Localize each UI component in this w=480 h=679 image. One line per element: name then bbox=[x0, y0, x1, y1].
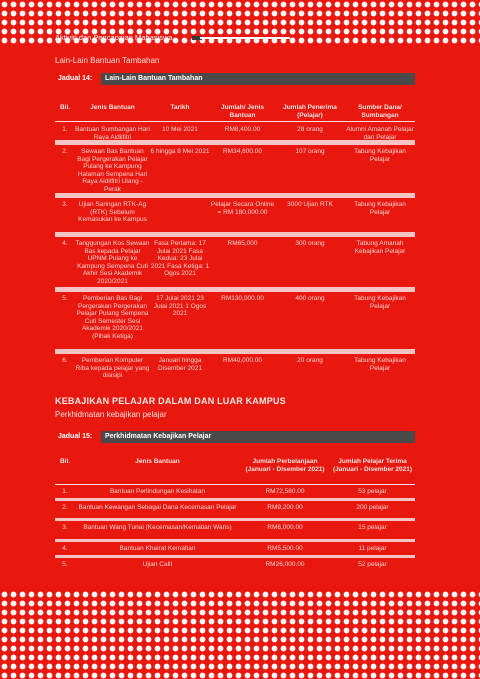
table-14-row4-jenis: Tanggungan Kos Sewaan Bas kepada Pelajar UPNM Pulang ke Kampung Sempena Cuti Akhir Sesi Akademik 2020/2021 bbox=[75, 240, 150, 285]
table-15-row3-jenis: Bantuan Wang Tunai (Kecemasan/Kematian Waris) bbox=[83, 524, 232, 531]
header-rule bbox=[200, 37, 290, 39]
table-15-label: Jadual 15: bbox=[55, 431, 101, 443]
table-14-row5-bil: 5. bbox=[62, 295, 68, 302]
table-14-row6-tarikh: Januari hingga Disember 2021 bbox=[157, 357, 203, 372]
table-14-row3-jenis: Ujian Saringan RTK-Ag (RTK) Sebelum Kemasukan ke Kampus bbox=[78, 201, 147, 223]
table-15-row4-pelajar: 11 pelajar bbox=[358, 545, 387, 552]
table-14-row2-bil: 2. bbox=[62, 148, 68, 155]
table-14-row6-sumber: Tabung Kebajikan Pelajar bbox=[354, 357, 406, 372]
table-15-row2-jenis: Bantuan Kewangan Sebagai Dana Kecemasan Pelajar bbox=[78, 504, 237, 511]
table-14-row3-sumber: Tabung Kebajikan Pelajar bbox=[354, 201, 406, 216]
table-14-row3-jumlah: Pelajar Secara Online = RM 180,000.00 bbox=[210, 201, 275, 216]
table-14-col-jenis: Jenis Bantuan bbox=[90, 104, 135, 111]
table-14-row5-sumber: Tabung Kebajikan Pelajar bbox=[354, 295, 406, 310]
table-14-row1-jumlah: RM8,400.00 bbox=[224, 126, 261, 133]
table-14-col-jumlah: Jumlah/ Jenis Bantuan bbox=[221, 104, 264, 119]
table-14-row5-tarikh: 17 Julai 2021 23 Julai 2021 1 Ogos 2021 bbox=[153, 295, 207, 317]
table-15-row3-jumlah: RM6,000.00 bbox=[267, 524, 303, 531]
table-14-caption-bar bbox=[55, 73, 415, 85]
table-15-row4-bil: 4. bbox=[62, 545, 68, 552]
table-15-row2-pelajar: 200 pelajar bbox=[356, 504, 389, 511]
table-14-row3-bil: 3. bbox=[62, 201, 68, 208]
table-15-col-pelajar: Jumlah Pelajar Terima (Januari - Disember 2021) bbox=[332, 458, 413, 473]
table-14-row6-jumlah: RM40,000.00 bbox=[222, 357, 263, 364]
table-14-label: Jadual 14: bbox=[55, 73, 101, 85]
table-15-title: Perkhidmatan Kebajikan Pelajar bbox=[105, 433, 212, 440]
table-14-row4-penerima: 300 orang bbox=[295, 240, 325, 247]
section-subheading: Perkhidmatan kebajikan pelajar bbox=[55, 410, 167, 419]
section-heading: KEBAJIKAN PELAJAR DALAM DAN LUAR KAMPUS bbox=[55, 396, 286, 406]
table-14-row1-bil: 1. bbox=[62, 126, 68, 133]
table-15-row2-bil: 2. bbox=[62, 504, 68, 511]
table-14-row2-jenis: Sewaan Bas Bantuan Bagi Pergerakan Pelajar Pulang ke Kampung Halaman Sempena Hari Raya Aidilfitri Ulang - Perak bbox=[77, 148, 148, 192]
table-15-row1-jenis: Bantuan Perlindungan Kesihatan bbox=[109, 488, 206, 495]
row-divider-band bbox=[55, 349, 415, 354]
table-15-row5-jenis: Ujian Calit bbox=[142, 561, 173, 568]
table-15-col-bil: Bil. bbox=[59, 458, 71, 465]
section-subtitle: Lain-Lain Bantuan Tambahan bbox=[55, 56, 160, 65]
table-15-row4-jenis: Bantuan Khairat Kematian bbox=[119, 545, 196, 552]
row-divider-band bbox=[55, 287, 415, 292]
table-14-row1-penerima: 28 orang bbox=[297, 126, 323, 133]
table-15-row2-jumlah: RM9,200.00 bbox=[267, 504, 303, 511]
table-15-caption-bar bbox=[55, 431, 415, 443]
row-divider-band bbox=[55, 518, 415, 521]
table-14-row2-tarikh: 6 hingga 8 Mei 2021 bbox=[150, 148, 210, 155]
table-14-row6-jenis: Pemberian Komputer Riba kepada pelajar yang disisipi bbox=[75, 357, 150, 379]
table-15-row1-jumlah: RM72,580.00 bbox=[265, 488, 305, 495]
table-14-row2-jumlah: RM34,600.00 bbox=[222, 148, 263, 155]
table-14-row1-tarikh: 10 Mei 2021 bbox=[162, 126, 198, 133]
table-14-row5-jumlah: RM130,000.00 bbox=[221, 295, 264, 302]
row-divider-band bbox=[55, 555, 415, 558]
table-14-row1-sumber: Alumni Amanah Pelajar dan Pelajar bbox=[346, 126, 414, 140]
table-14-col-tarikh: Tarikh bbox=[170, 104, 190, 111]
decorative-dot-pattern-bottom bbox=[0, 590, 480, 679]
table-15-row4-jumlah: RM5,500.00 bbox=[267, 545, 303, 552]
table-14-row4-bil: 4. bbox=[62, 240, 68, 247]
table-14-row3-penerima: 3000 Ujian RTK bbox=[287, 201, 333, 208]
table-14-header-rule bbox=[55, 121, 415, 122]
table-15-col-jenis: Jenis Bantuan bbox=[135, 458, 180, 465]
running-header: Aktiviti dan Pencapaian Mahasiswa bbox=[55, 33, 173, 42]
table-14-row6-bil: 6. bbox=[62, 357, 68, 364]
row-divider-band bbox=[55, 140, 415, 145]
table-15-row5-pelajar: 52 pelajar bbox=[358, 561, 387, 568]
table-15-header-rule bbox=[55, 484, 415, 485]
table-14-row2-sumber: Tabung Kebajikan Pelajar bbox=[354, 148, 406, 163]
table-14-col-bil: Bil. bbox=[59, 104, 71, 111]
table-14-col-penerima: Jumlah Penerima (Pelajar) bbox=[283, 104, 337, 119]
table-14-row4-jumlah: RM65,000 bbox=[227, 240, 258, 247]
table-15-col-jumlah: Jumlah Perbelanjaan (Januari - Disember 2021) bbox=[245, 458, 325, 473]
table-14-row2-penerima: 107 orang bbox=[295, 148, 325, 155]
row-divider-band bbox=[55, 193, 415, 198]
table-14-title: Lain-Lain Bantuan Tambahan bbox=[105, 75, 203, 82]
table-14-row4-tarikh: Fasa Pertama: 17 Julai 2021 Fasa Kedua: 23 Julai 2021 Fasa Ketiga: 1 Ogos 2021 bbox=[150, 240, 210, 277]
table-14-row5-jenis: Pemberian Bas Bagi Pergerakan Pergerakan Pelajar Pulang Sempena Cuti Semester Sesi Akademik 2020/2021 (Pihak Ketiga) bbox=[76, 295, 149, 340]
table-15-row5-jumlah: RM26,000.00 bbox=[265, 561, 305, 568]
table-14-row5-penerima: 400 orang bbox=[295, 295, 325, 302]
table-15-row5-bil: 5. bbox=[62, 561, 68, 568]
table-15-row1-bil: 1. bbox=[62, 488, 68, 495]
table-14-row6-penerima: 20 orang bbox=[297, 357, 323, 364]
table-14-row1-jenis: Bantuan Sumbangan Hari Raya Aidilfitri bbox=[75, 126, 150, 141]
table-15-row1-pelajar: 53 pelajar bbox=[358, 488, 387, 495]
row-divider-band bbox=[55, 539, 415, 542]
table-14-row4-sumber: Tabung Amanah Kebajikan Pelajar bbox=[354, 240, 406, 255]
row-divider-band bbox=[55, 498, 415, 501]
table-14-col-sumber: Sumber Dana/ Sumbangan bbox=[358, 104, 402, 119]
row-divider-band bbox=[55, 232, 415, 237]
table-15-row3-bil: 3. bbox=[62, 524, 68, 531]
table-15-row3-pelajar: 15 pelajar bbox=[358, 524, 387, 531]
